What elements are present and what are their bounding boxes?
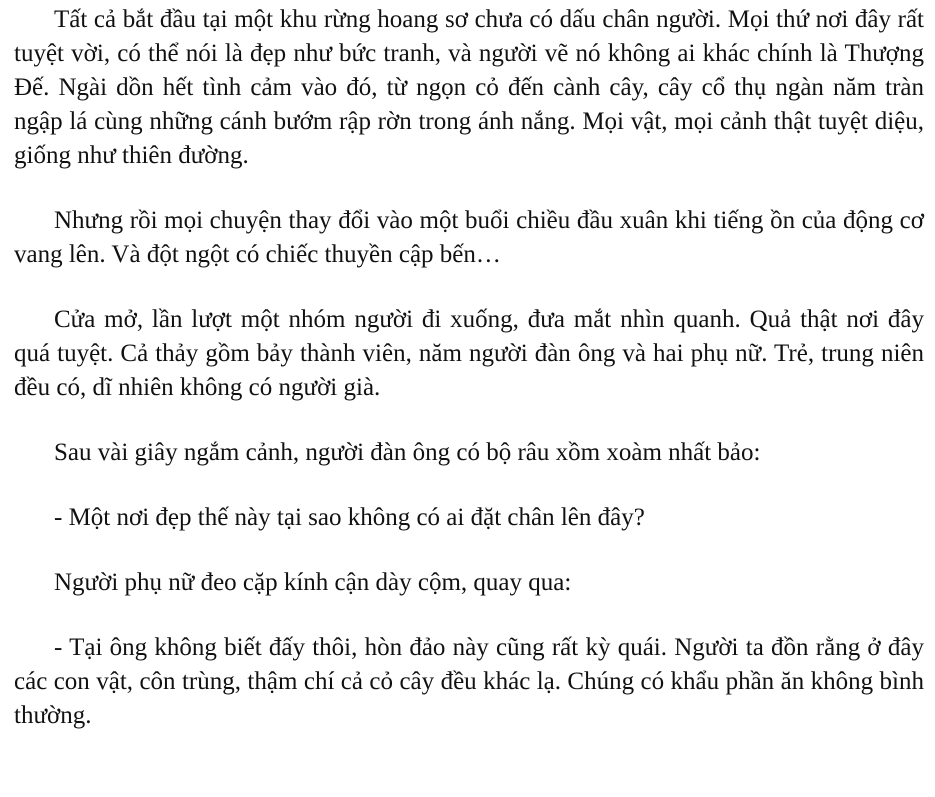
paragraph-7-dialogue: - Tại ông không biết đấy thôi, hòn đảo này cũng rất kỳ quái. Người ta đồn rằng ở đây các con vật, côn trùng, thậm chí cả cỏ cây đều khác lạ. Chúng có khẩu phần ăn không bình thường.: [14, 634, 924, 729]
paragraph-5-dialogue: - Một nơi đẹp thế này tại sao không có ai đặt chân lên đây?: [54, 504, 645, 531]
document-page: [14, 0, 924, 733]
paragraph-6: Người phụ nữ đeo cặp kính cận dày cộm, quay qua:: [54, 569, 572, 596]
paragraph-2: Nhưng rồi mọi chuyện thay đổi vào một buổi chiều đầu xuân khi tiếng ồn của động cơ vang lên. Và đột ngột có chiếc thuyền cập bến…: [14, 207, 924, 268]
paragraph-1: Tất cả bắt đầu tại một khu rừng hoang sơ chưa có dấu chân người. Mọi thứ nơi đây rất tuyệt vời, có thể nói là đẹp như bức tranh, và người vẽ nó không ai khác chính là Thượng Đế. Ngài dồn hết tình cảm vào đó, từ ngọn cỏ đến cành cây, cây cổ thụ ngàn năm tràn ngập lá cùng những cánh bướm rập rờn trong ánh nắng. Mọi vật, mọi cảnh thật tuyệt diệu, giống như thiên đường.: [14, 6, 924, 169]
paragraph-3: Cửa mở, lần lượt một nhóm người đi xuống, đưa mắt nhìn quanh. Quả thật nơi đây quá tuyệt. Cả thảy gồm bảy thành viên, năm người đàn ông và hai phụ nữ. Trẻ, trung niên đều có, dĩ nhiên không có người già.: [14, 306, 924, 401]
paragraph-4: Sau vài giây ngắm cảnh, người đàn ông có bộ râu xồm xoàm nhất bảo:: [54, 439, 761, 466]
